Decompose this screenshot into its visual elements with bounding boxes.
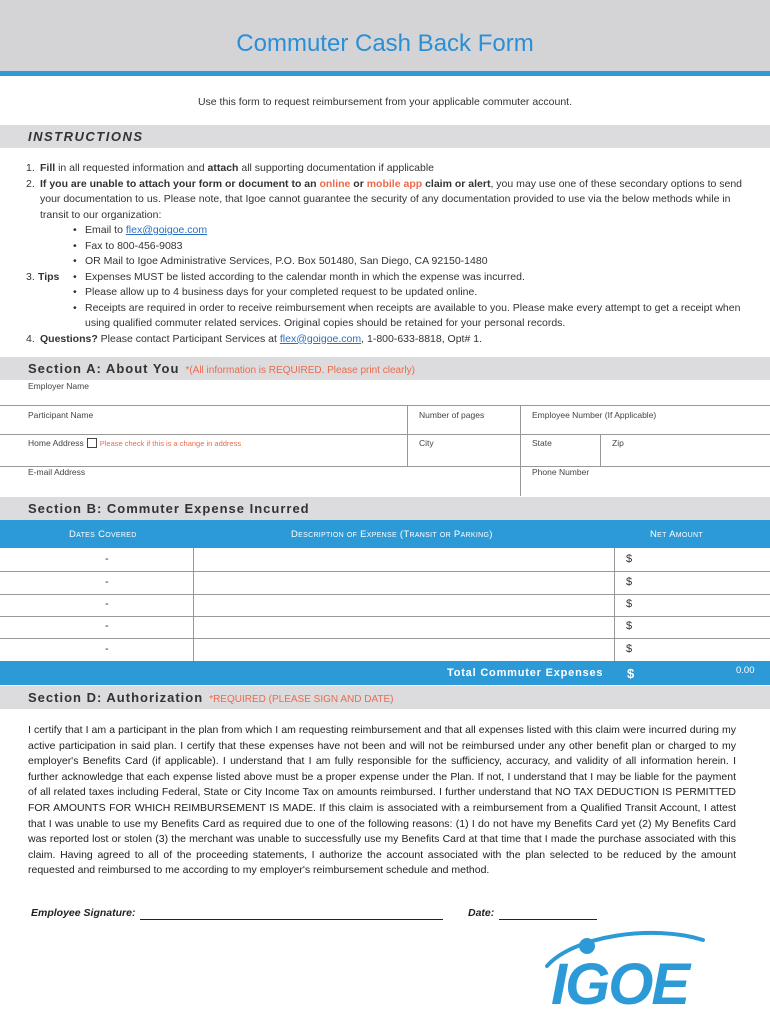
instruction-item-3: 3. Tips • Expenses MUST be listed according to the calendar month in which the expense was incurred. bbox=[26, 270, 761, 286]
date-line[interactable] bbox=[499, 919, 597, 920]
address-change-checkbox[interactable] bbox=[87, 438, 97, 448]
questions-email-link[interactable]: flex@goigoe.com bbox=[279, 332, 362, 345]
signature-line[interactable] bbox=[140, 919, 443, 920]
section-a-title: Section A: About You *(All information is REQUIRED. Please print clearly) bbox=[28, 361, 415, 376]
divider bbox=[0, 571, 770, 572]
total-label: Total Commuter Expenses bbox=[447, 667, 604, 679]
tip-3: • Receipts are required in order to receive reimbursement when receipts are available to you. Please make every attempt to get a receipt when using qualified commuter related services. Original copies should be retained for your personal records. bbox=[26, 301, 761, 332]
divider bbox=[0, 466, 770, 467]
email-option: • Email to flex@goigoe.com bbox=[26, 223, 761, 239]
section-a-header bbox=[0, 357, 770, 380]
section-d-header bbox=[0, 686, 770, 709]
instructions-header bbox=[0, 125, 770, 148]
section-b-header bbox=[0, 497, 770, 520]
section-a-note: *(All information is REQUIRED. Please print clearly) bbox=[185, 365, 415, 376]
divider bbox=[407, 405, 408, 467]
address-change-label: Please check if this is a change in address bbox=[99, 439, 242, 448]
divider bbox=[520, 405, 521, 496]
col-dates-covered: Dates Covered bbox=[69, 529, 137, 540]
instructions-title: INSTRUCTIONS bbox=[28, 129, 144, 144]
city-field[interactable]: City bbox=[419, 438, 434, 448]
total-expenses-bar bbox=[0, 661, 770, 685]
section-d-title: Section D: Authorization *REQUIRED (PLEASE SIGN AND DATE) bbox=[28, 690, 394, 705]
instruction-item-4: 4. Questions? Please contact Participant Services at flex@goigoe.com, 1-800-633-8818, Opt# 1. bbox=[26, 332, 482, 345]
divider bbox=[614, 548, 615, 661]
email-address-field[interactable]: E-mail Address bbox=[28, 467, 86, 477]
divider bbox=[0, 405, 770, 406]
mail-option: • OR Mail to Igoe Administrative Services, P.O. Box 501480, San Diego, CA 92150-1480 bbox=[26, 254, 761, 270]
igoe-logo bbox=[543, 926, 753, 1010]
phone-number-field[interactable]: Phone Number bbox=[532, 467, 590, 477]
form-title: Commuter Cash Back Form bbox=[236, 30, 534, 57]
total-dollar-sign: $ bbox=[627, 666, 635, 681]
instruction-item-1: 1. Fill in all requested information and attach all supporting documentation if applicable bbox=[26, 162, 434, 174]
divider bbox=[600, 434, 601, 467]
fax-option: • Fax to 800-456-9083 bbox=[26, 239, 761, 255]
zip-field[interactable]: Zip bbox=[612, 438, 624, 448]
col-net-amount: Net Amount bbox=[650, 529, 703, 540]
total-value: 0.00 bbox=[736, 665, 755, 676]
section-b-title: Section B: Commuter Expense Incurred bbox=[28, 501, 310, 516]
email-link[interactable]: flex@goigoe.com bbox=[125, 224, 208, 236]
section-d-note: *REQUIRED (PLEASE SIGN AND DATE) bbox=[209, 694, 394, 705]
state-field[interactable]: State bbox=[532, 438, 552, 448]
logo-text: IGOE bbox=[551, 952, 689, 1010]
signature-label: Employee Signature: bbox=[31, 907, 136, 919]
employer-name-field[interactable]: Employer Name bbox=[28, 381, 89, 391]
tip-2: • Please allow up to 4 business days for your completed request to be updated online. bbox=[26, 285, 761, 301]
header-banner bbox=[0, 0, 770, 76]
instruction-item-2: 2. If you are unable to attach your form or document to an online or mobile app claim or alert, you may use one of these secondary options to send your documentation to us. Please note, that Igoe cannot guarantee the security of any documentation provided to use via the below methods while in transit to our organization: bbox=[26, 177, 743, 221]
certification-text: I certify that I am a participant in the plan from which I am requesting reimbursement and that all expenses listed with this claim were incurred during my active participation in said plan. I certify that these expenses have not been and will not be reimbursed under any other benefit plan or charged to my employer's Benefits Card (if applicable). I understand that I am fully responsible for the sufficiency, accuracy, and validity of all information herein. I further acknowledge that each expense listed above must be a proper expense under the Plan. If not, I understand that I may be liable for the payment of all related taxes including Federal, State or City Income Tax on amounts reimbursed. I further understand that NO TAX DEDUCTION IS PERMITTED FOR AMOUNTS FOR WHICH REIMBURSEMENT IS MADE. If this claim is associated with a reimbursement from a Qualified Transit Account, I attest that I was unable to use my Benefits Card as required due to one of the following reasons: (1) I do not have my Benefits Card yet (2) My Benefits Card was reported lost or stolen (3) the merchant was unable to successfully use my Benefits Card at that time that I made the purchase associated with this claim. Having agreed to all of the proceeding statements, I authorize the account associated with the plan selected to be reduced by the amount requested and reimbursed to me according to my employer's reimbursement schedule and method. bbox=[28, 724, 736, 877]
divider bbox=[0, 638, 770, 639]
intro-text: Use this form to request reimbursement from your applicable commuter account. bbox=[197, 96, 573, 108]
home-address-field[interactable]: Home Address Please check if this is a change in address bbox=[28, 438, 242, 448]
divider bbox=[193, 548, 194, 661]
divider bbox=[0, 434, 770, 435]
expense-table-header bbox=[0, 520, 770, 548]
instructions-list bbox=[26, 161, 761, 347]
date-label: Date: bbox=[468, 907, 495, 919]
divider bbox=[0, 594, 770, 595]
participant-name-field[interactable]: Participant Name bbox=[28, 410, 94, 420]
employee-number-field[interactable]: Employee Number (If Applicable) bbox=[532, 410, 657, 420]
divider bbox=[0, 616, 770, 617]
number-of-pages-field[interactable]: Number of pages bbox=[419, 410, 485, 420]
col-description: Description of Expense (Transit or Parking) bbox=[291, 529, 493, 540]
